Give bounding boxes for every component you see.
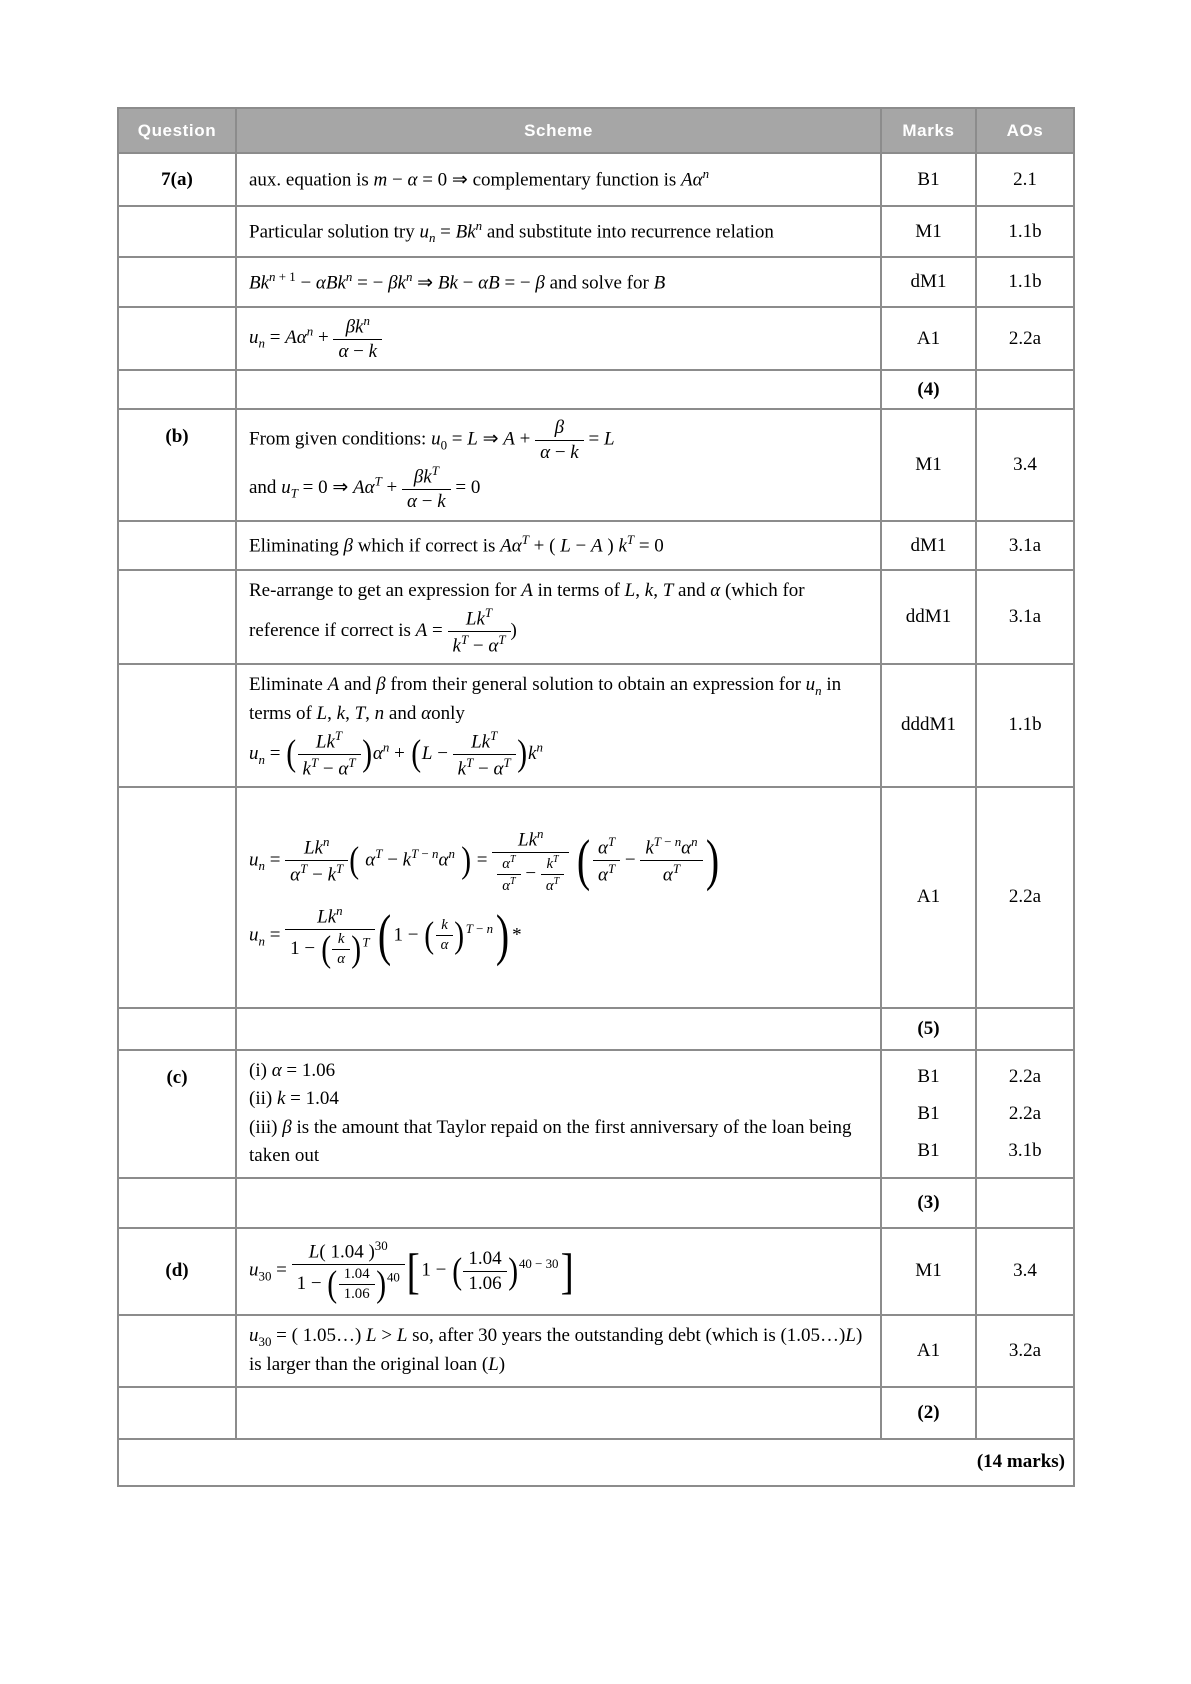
scheme-cell: $u_{30}$ = L( 1.04 )$^{30}$ 1 − ( $\frac{1.04}{1.06}$ )$^{40}$ [1 − ( $\frac{1.04}{1.06}$ )$^{40 - 30}$]: [236, 1228, 881, 1315]
question-cell: 7(a): [118, 153, 236, 206]
marks-cell: B1 B1 B1: [881, 1050, 976, 1178]
aos-cell: [976, 1178, 1074, 1228]
marks-cell: M1: [881, 409, 976, 521]
marks-cell: (4): [881, 370, 976, 409]
scheme-cell: aux. equation is m − α = 0 ⇒ complementary function is $A\alpha^n$: [236, 153, 881, 206]
header-question: Question: [118, 108, 236, 153]
marks-cell: A1: [881, 307, 976, 370]
table-row: [118, 1387, 1074, 1439]
question-cell: (c): [118, 1050, 236, 1178]
question-cell: [118, 787, 236, 1008]
aos-cell: 3.4: [976, 409, 1074, 521]
aos-cell: [976, 370, 1074, 409]
table-row: [118, 787, 1074, 1008]
marks-cell: A1: [881, 787, 976, 1008]
header-marks: Marks: [881, 108, 976, 153]
marks-cell: (5): [881, 1008, 976, 1050]
table-row: [118, 1228, 1074, 1315]
table-row: [118, 521, 1074, 570]
question-cell: [118, 370, 236, 409]
aos-cell: 1.1b: [976, 664, 1074, 787]
aos-cell: 1.1b: [976, 206, 1074, 257]
scheme-cell: Eliminating β which if correct is $A\alpha^T$ + ( L − A ) $k^T = 0$: [236, 521, 881, 570]
question-cell: [118, 206, 236, 257]
aos-cell: 3.1a: [976, 521, 1074, 570]
scheme-cell: From given conditions: $u_0 = L$ ⇒ A + $\frac{\beta}{\alpha - k}$ = L and $u_T = 0$ ⇒ $A\alpha^T$ + $\frac{\beta k^T}{\alpha - k}$ = 0: [236, 409, 881, 521]
scheme-cell: $Bk^{n + 1} - \alpha Bk^n$ = − $\beta k^n$ ⇒ Bk − αB = − β and solve for B: [236, 257, 881, 307]
total-row: [118, 1439, 1074, 1486]
scheme-cell: [236, 1008, 881, 1050]
aos-cell: [976, 1008, 1074, 1050]
aos-cell: [976, 1387, 1074, 1439]
table-row: [118, 153, 1074, 206]
marks-cell: (2): [881, 1387, 976, 1439]
table-row: [118, 1178, 1074, 1228]
scheme-cell: $u_n = A\alpha^n$ + $\frac{\beta k^n}{\alpha - k}$: [236, 307, 881, 370]
marks-cell: ddM1: [881, 570, 976, 664]
header-row: [118, 108, 1074, 153]
total-marks: (14 marks): [118, 1439, 1074, 1486]
aos-cell: 3.2a: [976, 1315, 1074, 1387]
table-row: [118, 664, 1074, 787]
table-row: [118, 206, 1074, 257]
marks-cell: (3): [881, 1178, 976, 1228]
scheme-cell: [236, 1387, 881, 1439]
aos-cell: 2.1: [976, 153, 1074, 206]
marks-cell: M1: [881, 206, 976, 257]
marks-cell: M1: [881, 1228, 976, 1315]
question-cell: [118, 570, 236, 664]
question-cell: [118, 521, 236, 570]
table-row: [118, 570, 1074, 664]
table-row: [118, 1050, 1074, 1178]
aos-cell: 2.2a: [976, 787, 1074, 1008]
marks-cell: B1: [881, 153, 976, 206]
table-row: [118, 1008, 1074, 1050]
table-row: [118, 257, 1074, 307]
table-row: [118, 307, 1074, 370]
scheme-cell: [236, 1178, 881, 1228]
scheme-cell: $u_n$ = $\frac{Lk^n}{\alpha^T - k^T}$ ( $\alpha^T - k^{T - n}\alpha^n$ ) = Lk$^n$ $\frac{\alpha^T}{\alpha^T}$ − $\frac{k^T}{\alpha^T}$ ( $\frac{\alpha^T}{\alpha^T}$ − $\frac{k^{T - n}\alpha^n}{\alpha^T}$ ) $u_n$ = Lk$^n$ 1 − ( $\frac{k}{\alpha}$ )$^T$ ( 1 − ( $\frac{k}{\alpha}$ )$^{T - n}$) *: [236, 787, 881, 1008]
question-cell: [118, 1178, 236, 1228]
question-cell: [118, 664, 236, 787]
table-row: [118, 1315, 1074, 1387]
scheme-cell: $u_{30}$ = ( 1.05…) L > L so, after 30 years the outstanding debt (which is (1.05…)L) is larger than the original loan (L): [236, 1315, 881, 1387]
aos-cell: 1.1b: [976, 257, 1074, 307]
aos-cell: 2.2a 2.2a 3.1b: [976, 1050, 1074, 1178]
aos-cell: 3.1a: [976, 570, 1074, 664]
marks-cell: dM1: [881, 257, 976, 307]
aos-cell: 2.2a: [976, 307, 1074, 370]
table-row: [118, 370, 1074, 409]
scheme-cell: Eliminate A and β from their general solution to obtain an expression for $u_n$ in terms of L, k, T, n and αonly $u_n$ = ( $\frac{Lk^T}{k^T - \alpha^T}$ )$\alpha^n + (L$ − $\frac{Lk^T}{k^T - \alpha^T}$ )$k^n$: [236, 664, 881, 787]
mark-scheme-table: [117, 107, 1075, 1487]
question-cell: [118, 307, 236, 370]
marks-cell: A1: [881, 1315, 976, 1387]
scheme-cell: [236, 370, 881, 409]
question-cell: [118, 1315, 236, 1387]
question-cell: [118, 1387, 236, 1439]
question-cell: [118, 257, 236, 307]
marks-cell: dM1: [881, 521, 976, 570]
question-cell: [118, 1008, 236, 1050]
table-row: [118, 409, 1074, 521]
header-scheme: Scheme: [236, 108, 881, 153]
scheme-cell: Re-arrange to get an expression for A in terms of L, k, T and α (which for reference if correct is A = $\frac{Lk^T}{k^T - \alpha^T}$ ): [236, 570, 881, 664]
aos-cell: 3.4: [976, 1228, 1074, 1315]
question-cell: (d): [118, 1228, 236, 1315]
question-cell: (b): [118, 409, 236, 521]
scheme-cell: (i) α = 1.06 (ii) k = 1.04 (iii) β is the amount that Taylor repaid on the first anniversary of the loan being taken out: [236, 1050, 881, 1178]
marks-cell: dddM1: [881, 664, 976, 787]
scheme-cell: Particular solution try $u_n = Bk^n$ and substitute into recurrence relation: [236, 206, 881, 257]
header-aos: AOs: [976, 108, 1074, 153]
